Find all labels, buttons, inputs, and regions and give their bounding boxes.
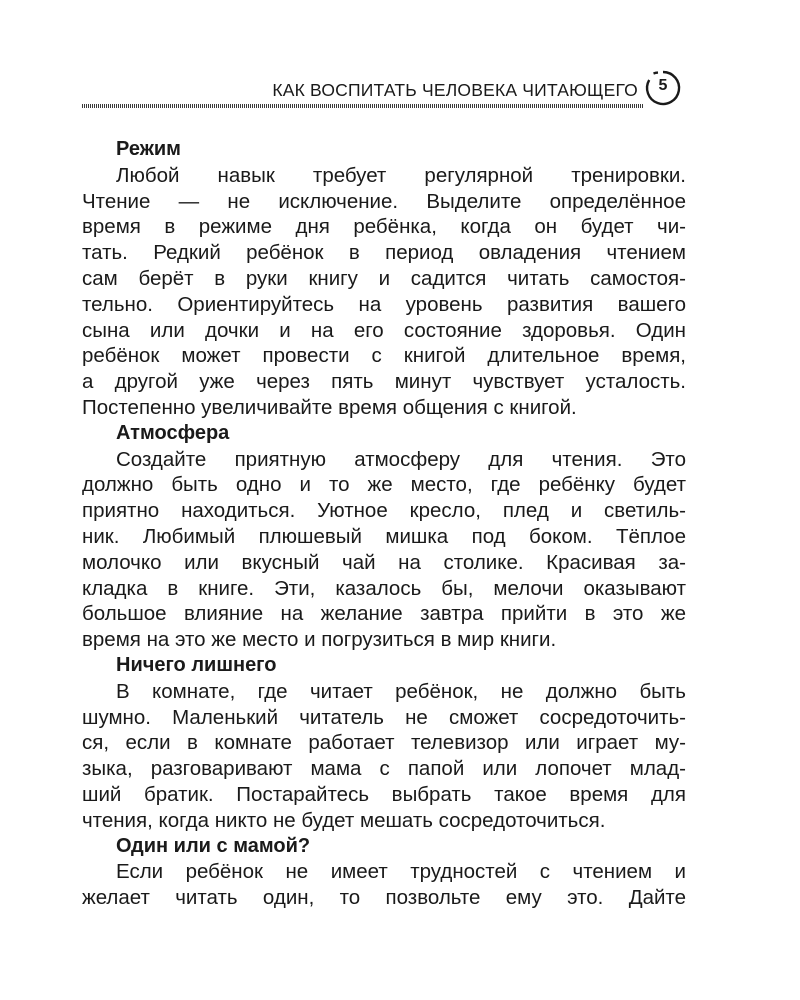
paragraph-line: чтения, когда никто не будет мешать сосредоточиться. (82, 808, 606, 832)
paragraph-line: Если ребёнок не имеет трудностей с чтением и (116, 860, 686, 884)
section-heading-nothing-extra: Ничего лишнего (116, 653, 277, 676)
paragraph-line: а другой уже через пять минут чувствует усталость. (82, 370, 686, 394)
header-rule (82, 104, 644, 108)
paragraph-line: молочко или вкусный чай на столике. Красивая за- (82, 550, 686, 574)
section-heading-regime: Режим (116, 138, 181, 160)
section-heading-alone-or-with-mom: Один или с мамой? (116, 834, 311, 857)
page-content (82, 137, 686, 911)
paragraph-line: тельно. Ориентируйтесь на уровень развития вашего (82, 292, 686, 316)
paragraph-line: сына или дочки и на его состояние здоровья. Один (82, 318, 686, 342)
paragraph-line: зыка, разговаривают мама с папой или лопочет млад- (82, 757, 686, 781)
section-heading-atmosphere: Атмосфера (116, 421, 230, 444)
page-number: 5 (658, 77, 668, 94)
page-number-badge (644, 69, 682, 107)
paragraph-line: Постепенно увеличивайте время общения с книгой. (82, 395, 577, 419)
paragraph-line: ший братик. Постарайтесь выбрать такое время для (82, 782, 686, 806)
paragraph-line: ребёнок может провести с книгой длительное время, (82, 344, 686, 368)
paragraph-line: ся, если в комнате работает телевизор или играет му- (82, 731, 686, 755)
paragraph-line: шумно. Маленький читатель не сможет сосредоточить- (82, 705, 686, 729)
paragraph-line: тать. Редкий ребёнок в период овладения чтением (82, 241, 686, 265)
paragraph-line: Любой навык требует регулярной тренировки. (116, 163, 686, 187)
paragraph-line: желает читать один, то позвольте ему это. Дайте (82, 886, 686, 910)
paragraph-line: Чтение — не исключение. Выделите определённое (82, 189, 686, 213)
paragraph-line: Создайте приятную атмосферу для чтения. Это (116, 447, 686, 471)
paragraph-line: сам берёт в руки книгу и садится читать самостоя- (82, 266, 686, 290)
paragraph-line: кладка в книге. Эти, казалось бы, мелочи оказывают (82, 576, 686, 600)
paragraph-line: В комнате, где читает ребёнок, не должно быть (116, 679, 686, 703)
paragraph-line: время в режиме дня ребёнка, когда он будет чи- (82, 215, 686, 239)
paragraph-line: приятно находиться. Уютное кресло, плед и светиль- (82, 499, 686, 523)
paragraph-line: ник. Любимый плюшевый мишка под боком. Тёплое (82, 524, 686, 548)
running-title: КАК ВОСПИТАТЬ ЧЕЛОВЕКА ЧИТАЮЩЕГО (272, 80, 638, 100)
paragraph-line: должно быть одно и то же место, где ребёнку будет (82, 473, 686, 497)
paragraph-line: большое влияние на желание завтра прийти в это же (82, 602, 686, 626)
paragraph-line: время на это же место и погрузиться в мир книги. (82, 628, 557, 652)
